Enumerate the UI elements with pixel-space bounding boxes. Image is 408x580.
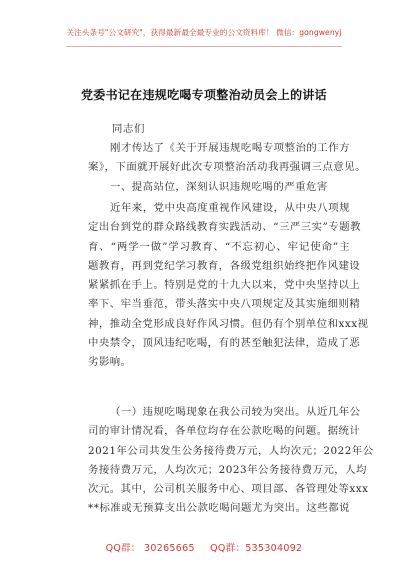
text-line: 近年来，党中央高度重视作风建设，从中央八项规 xyxy=(110,202,350,214)
text-line: 定出台到党的群众路线教育实践活动、“三严三实”专题教 xyxy=(88,221,361,234)
text-line: 率下、牢当垂范，带头落实中央八项规定及其实施细则精 xyxy=(88,298,361,311)
document-title: 党委书记在违规吃喝专项整治动员会上的讲话 xyxy=(80,88,327,102)
footer-qq-group-2: QQ群：535304092 xyxy=(210,543,303,554)
text-line: （一）违规吃喝现象在我公司较为突出。从近几年公 xyxy=(110,406,361,418)
header-divider xyxy=(66,46,342,47)
text-line: 题教育，再到党纪学习教育，各级党组织始终把作风建设 xyxy=(88,259,361,272)
text-line: 次元。其中，公司机关服务中心、项目部、各管理处等xxx xyxy=(88,483,369,496)
text-line: 2021年公司共发生公务接待费万元，人均次元；2022年公 xyxy=(88,444,374,457)
text-line: 务接待费万元，人均次元；2023年公务接待费万元，人均 xyxy=(88,463,367,476)
header-banner: 关注头条号"公文研究"，获得最新最全最专业的公文资料库！ 微信：gongwenyj xyxy=(66,28,342,37)
text-line: 神，推动全党形成良好作风习惯。但仍有个别单位和xxx视 xyxy=(88,317,369,330)
text-line: 案》，下面就开展好此次专项整治活动我再强调三点意见。 xyxy=(88,161,366,174)
paragraph-section-1 xyxy=(88,403,374,519)
salutation: 同志们 xyxy=(112,123,145,135)
paragraph-background xyxy=(88,199,369,373)
text-line: **标准或无预算支出公款吃喝问题尤为突出。这些都说 xyxy=(88,502,350,515)
text-line: 紧紧抓在手上。特别是党的十九大以来，党中央坚持以上 xyxy=(88,279,361,292)
footer-contacts xyxy=(0,540,408,554)
text-line: 育、“两学一做”学习教育、“不忘初心、牢记使命”主 xyxy=(88,240,350,253)
text-line: 中央禁令，顶风违纪吃喝，有的甚至触犯法律，造成了恶 xyxy=(88,337,361,350)
section-heading: 一、提高站位，深刻认识违规吃喝的严重危害 xyxy=(110,180,328,193)
text-line: 劣影响。 xyxy=(88,356,132,369)
footer-qq-group-1: QQ群： 30265665 xyxy=(105,543,195,554)
text-line: 司的审计情况看，各单位均存在公款吃喝的问题。据统计 xyxy=(88,425,361,438)
text-line: 刚才传达了《关于开展违规吃喝专项整治的工作方 xyxy=(110,142,350,154)
paragraph-intro xyxy=(88,139,366,197)
